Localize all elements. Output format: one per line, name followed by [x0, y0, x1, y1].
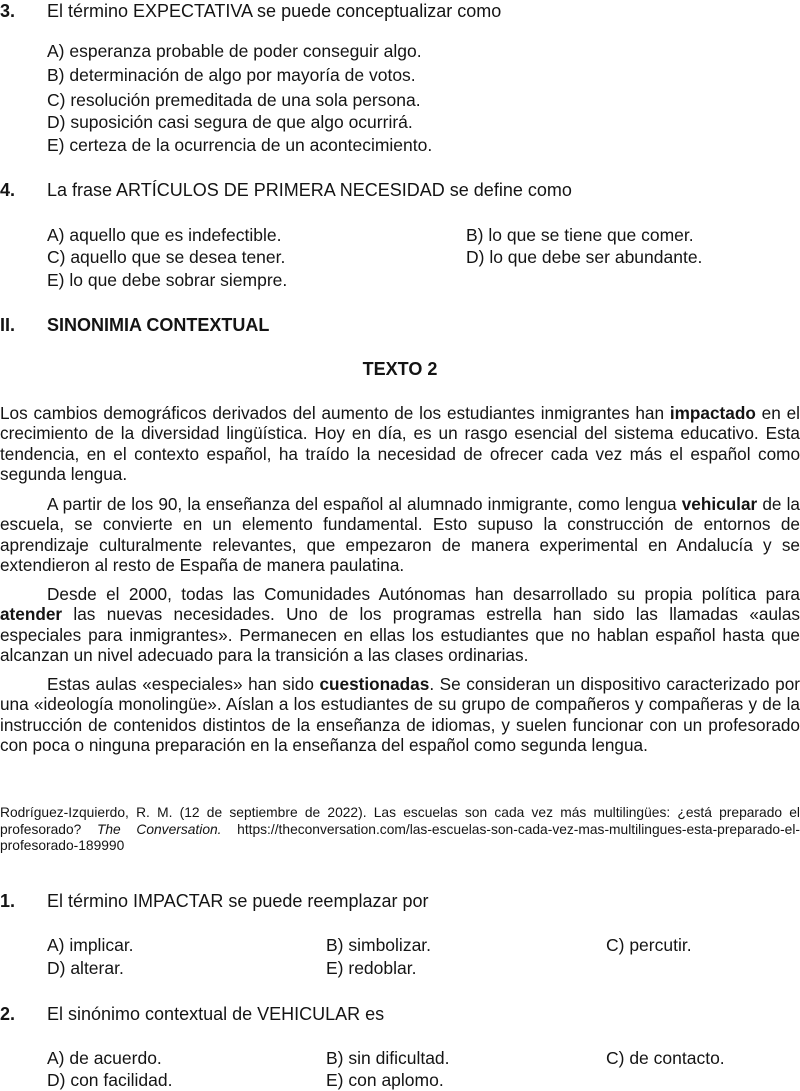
reference-url: https://theconversation.com/las-escuelas-son-cada-vez-mas-multilingues-esta-preparado-el-profesorado-189990: [0, 821, 800, 853]
option-d: D) alterar.: [47, 958, 124, 978]
option-a: A) esperanza probable de poder conseguir algo.: [47, 41, 422, 61]
source-reference: [0, 805, 800, 855]
option-b: B) sin dificultad.: [326, 1048, 450, 1068]
paragraph-text: Estas aulas «especiales» han sido: [47, 674, 320, 694]
paragraph-text: de la escuela, se convierte en un elemento fundamental. Esto supuso la construcción de entornos de aprendizaje culturalmente relevantes, que empezaron de manera experimental en Andalucía y se extendieron al resto de España de manera paulatina.: [0, 494, 800, 575]
key-term-cuestionadas: cuestionadas: [319, 674, 430, 694]
option-c: C) de contacto.: [606, 1048, 725, 1068]
question-number: 3.: [0, 1, 16, 21]
paragraph-text: . Se consideran un dispositivo caracterizado por una «ideología monolingüe». Aíslan a los estudiantes de su grupo de compañeros y compañeras y de la instrucción de contenidos distintos de la enseñanza de idiomas, y suelen funcionar con un profesorado con poca o ninguna preparación en la enseñanza del español como segunda lengua.: [0, 674, 800, 755]
option-a: A) aquello que es indefectible.: [47, 225, 282, 245]
question-number: 2.: [0, 1004, 16, 1024]
paragraph-3: [0, 584, 800, 665]
reference-text: Rodríguez-Izquierdo, R. M. (12 de septiembre de 2022). Las escuelas son cada vez más multilingües: ¿está preparado el profesorado?: [0, 805, 800, 837]
section-number: II.: [0, 315, 16, 335]
paragraph-text: Los cambios demográficos derivados del aumento de los estudiantes inmigrantes han: [0, 403, 670, 423]
question-number: 1.: [0, 891, 16, 911]
key-term-impactado: impactado: [669, 403, 756, 423]
option-b: B) lo que se tiene que comer.: [466, 225, 694, 245]
question-stem: El término EXPECTATIVA se puede conceptualizar como: [47, 1, 502, 21]
key-term-atender: atender: [0, 604, 63, 625]
paragraph-text: Desde el 2000, todas las Comunidades Autónomas han desarrollado su propia política para: [47, 584, 800, 604]
question-number: 4.: [0, 180, 16, 200]
option-a: A) de acuerdo.: [47, 1048, 162, 1068]
paragraph-text: en el crecimiento de la diversidad lingüística. Hoy en día, es un rasgo esencial del sistema educativo. Esta tendencia, en el contexto español, ha traído la necesidad de ofrecer cada vez más el español como segunda lengua.: [0, 403, 800, 484]
question-stem: El sinónimo contextual de VEHICULAR es: [47, 1004, 385, 1024]
text-title: TEXTO 2: [362, 359, 438, 379]
section-title: SINONIMIA CONTEXTUAL: [47, 315, 270, 335]
option-b: B) simbolizar.: [326, 935, 432, 955]
paragraph-text: A partir de los 90, la enseñanza del español al alumnado inmigrante, como lengua: [47, 494, 682, 514]
option-b: B) determinación de algo por mayoría de votos.: [47, 65, 416, 85]
journal-name: The Conversation.: [96, 821, 222, 837]
option-c: C) percutir.: [606, 935, 692, 955]
option-d: D) con facilidad.: [47, 1070, 173, 1090]
option-d: D) lo que debe ser abundante.: [466, 247, 703, 267]
option-c: C) aquello que se desea tener.: [47, 247, 286, 267]
option-d: D) suposición casi segura de que algo ocurrirá.: [47, 112, 413, 132]
question-stem: La frase ARTÍCULOS DE PRIMERA NECESIDAD se define como: [47, 180, 572, 200]
option-e: E) con aplomo.: [326, 1070, 444, 1090]
question-stem: El término IMPACTAR se puede reemplazar por: [47, 891, 429, 911]
option-c: C) resolución premeditada de una sola persona.: [47, 90, 421, 110]
key-term-vehicular: vehicular: [681, 494, 758, 514]
paragraph-2: [0, 494, 800, 575]
option-a: A) implicar.: [47, 935, 134, 955]
option-e: E) redoblar.: [326, 958, 417, 978]
option-e: E) certeza de la ocurrencia de un acontecimiento.: [47, 135, 433, 155]
paragraph-4: [0, 674, 800, 755]
option-e: E) lo que debe sobrar siempre.: [47, 270, 288, 290]
paragraph-text: las nuevas necesidades. Uno de los programas estrella han sido las llamadas «aulas especiales para inmigrantes». Permanecen en ellas los estudiantes que no hablan español hasta que alcanzan un nivel adecuado para la transición a las clases ordinarias.: [0, 604, 800, 665]
paragraph-1: [0, 403, 800, 484]
